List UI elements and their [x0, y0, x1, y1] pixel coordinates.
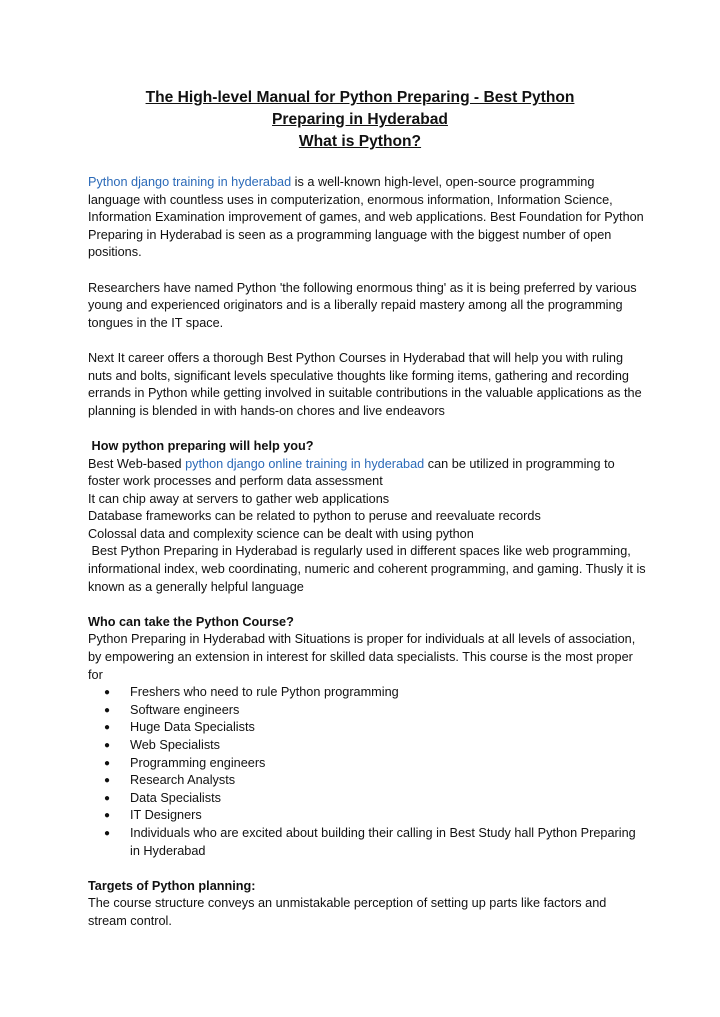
django-training-link[interactable]: Python django training in hyderabad: [88, 175, 292, 189]
targets-heading: Targets of Python planning:: [88, 878, 256, 893]
how-python-helps-intro: [88, 456, 648, 491]
servers-line: It can chip away at servers to gather web applications: [88, 491, 390, 506]
database-line: Database frameworks can be related to python to peruse and reevaluate records: [88, 509, 541, 524]
audience-list: [88, 684, 648, 860]
researchers-paragraph: Researchers have named Python 'the following enormous thing' as it is being preferred by various young and experienced originators and is a liberally repaid mastery among all the programming tongues in the IT space.: [88, 280, 637, 330]
targets-paragraph: The course structure conveys an unmistakable perception of setting up parts like factors and stream control.: [88, 896, 607, 928]
list-item: ● Web Specialists: [88, 737, 648, 755]
list-item: ● Software engineers: [88, 702, 648, 720]
how-python-helps-heading: How python preparing will help you?: [88, 438, 314, 453]
spaces-paragraph: Best Python Preparing in Hyderabad is regularly used in different spaces like web programming, informational index, web coordinating, numeric and coherent programming, and gaming. Thusly it is known as a generally helpful language: [88, 544, 650, 594]
who-can-take-intro: Python Preparing in Hyderabad with Situations is proper for individuals at all levels of association, by empowering an extension in interest for skilled data specialists. This course is the most proper for: [88, 632, 636, 682]
list-item: ● IT Designers: [88, 807, 648, 825]
next-it-paragraph: Next It career offers a thorough Best Python Courses in Hyderabad that will help you with ruling nuts and bolts, significant levels speculative thoughts like forming items, gathering and recording errands in Python while getting involved in suitable contributions in the valuable applications as the planning is blended in with hands-on chores and live endeavors: [88, 350, 642, 418]
who-can-take-heading: Who can take the Python Course?: [88, 614, 294, 629]
django-online-training-link[interactable]: python django online training in hyderabad: [185, 456, 425, 471]
list-item: ● Programming engineers: [88, 755, 648, 773]
list-item: ● Individuals who are excited about building their calling in Best Study hall Python Preparing in Hyderabad: [88, 825, 648, 860]
title-line-3: What is Python?: [298, 133, 422, 150]
document-title: [88, 87, 632, 153]
document-body: [88, 174, 648, 931]
data-science-line: Colossal data and complexity science can be dealt with using python: [88, 526, 474, 541]
intro-post-text: can be utilized in programming to foster work processes and perform data assessment: [88, 456, 615, 489]
list-item: ● Research Analysts: [88, 772, 648, 790]
intro-paragraph: [88, 174, 648, 262]
title-line-2: Preparing in Hyderabad: [272, 111, 448, 128]
list-item: ● Freshers who need to rule Python programming: [88, 684, 648, 702]
list-item: ● Huge Data Specialists: [88, 719, 648, 737]
intro-paragraph-text: is a well-known high-level, open-source programming language with countless uses in computerization, enormous information, Information Science, Information Examination improvement of games, and web applications. Best Foundation for Python Preparing in Hyderabad is seen as a programming language with the biggest number of open positions.: [88, 175, 644, 260]
list-item: ● Data Specialists: [88, 790, 648, 808]
intro-pre-text: Best Web-based: [88, 456, 186, 471]
title-line-1: The High-level Manual for Python Preparing - Best Python: [145, 89, 575, 106]
